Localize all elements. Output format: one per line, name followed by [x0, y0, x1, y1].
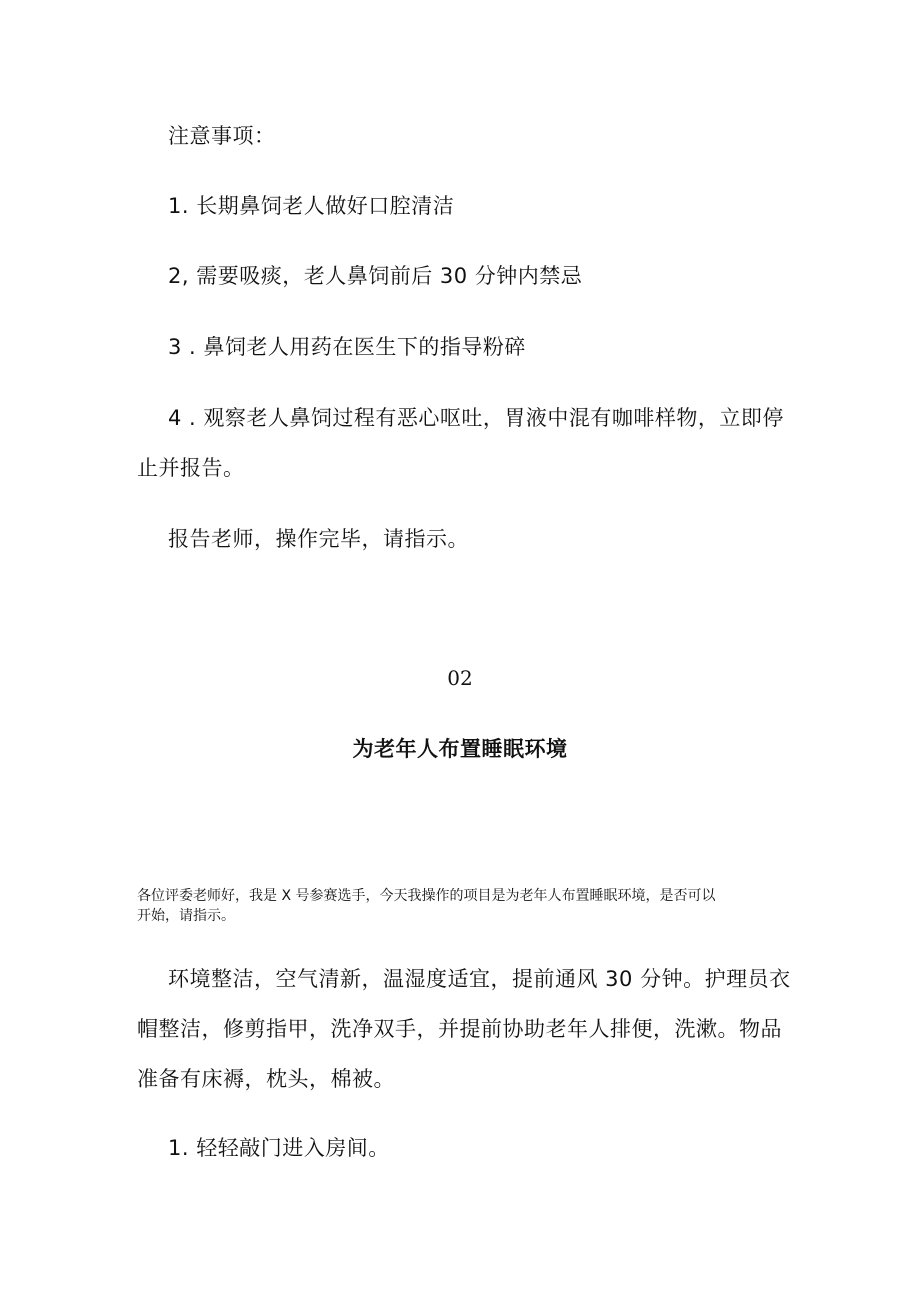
prep-line-3: 准备有床褥，枕头，棉被。 [137, 1067, 395, 1091]
section-number: 02 [447, 666, 473, 690]
prep-line-2: 帽整洁，修剪指甲，洗净双手，并提前协助老年人排便，洗漱。物品 [137, 1017, 782, 1041]
section-title: 为老年人布置睡眠环境 [352, 737, 568, 761]
report-text: 报告老师，操作完毕，请指示。 [168, 527, 469, 551]
step-1: 1. 轻轻敲门进入房间。 [168, 1136, 390, 1160]
intro-line-2: 开始，请指示。 [137, 908, 235, 924]
prep-line-1: 环境整洁，空气清新，温湿度适宜，提前通风 30 分钟。护理员衣 [168, 967, 791, 991]
note-item-3: 3 . 鼻饲老人用药在医生下的指导粉碎 [168, 335, 526, 359]
notes-heading: 注意事项： [168, 124, 276, 148]
note-item-2: 2, 需要吸痰，老人鼻饲前后 30 分钟内禁忌 [168, 264, 583, 288]
note-item-4-line-1: 4 . 观察老人鼻饲过程有恶心呕吐，胃液中混有咖啡样物，立即停 [168, 406, 784, 430]
note-item-1: 1. 长期鼻饲老人做好口腔清洁 [168, 194, 455, 218]
intro-line-1: 各位评委老师好，我是 X 号参赛选手，今天我操作的项目是为老年人布置睡眠环境，是否可以 [137, 888, 716, 904]
note-item-4-line-2: 止并报告。 [137, 456, 245, 480]
